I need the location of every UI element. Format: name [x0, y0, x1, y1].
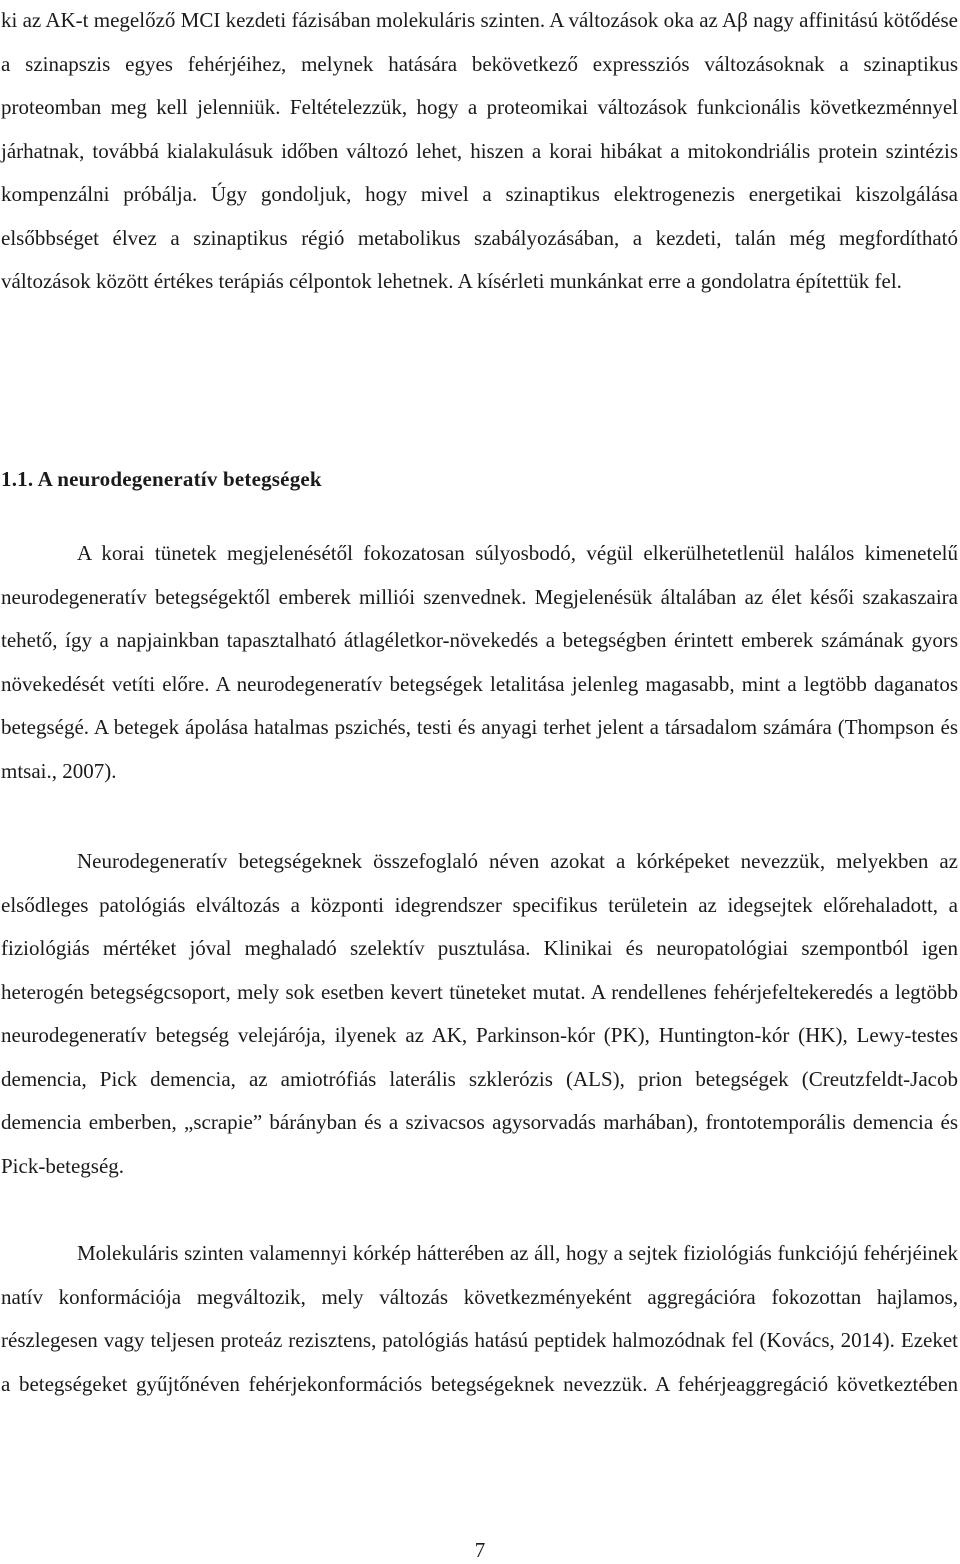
page-number: 7 — [474, 1538, 486, 1562]
section-heading: 1.1. A neurodegeneratív betegségek — [1, 467, 322, 491]
intro-paragraph: ki az AK-t megelőző MCI kezdeti fázisában molekuláris szinten. A változások oka az Aβ nagy affinitású kötődése a szinapszis egyes fehérjéihez, melynek hatására bekövetkező expressziós változásoknak a szinaptikus proteomban meg kell jelenniük. Feltételezzük, hogy a proteomikai változások funkcionális következménnyel járhatnak, továbbá kialakulásuk időben változó lehet, hiszen a korai hibákat a mitokondriális protein szintézis kompenzálni próbálja. Úgy gondoljuk, hogy mivel a szinaptikus elektrogenezis energetikai kiszolgálása elsőbbséget élvez a szinaptikus régió metabolikus szabályozásában, a kezdeti, talán még megfordítható változások között értékes terápiás célpontok lehetnek. A kísérleti munkánkat erre a gondolatra építettük fel. — [1, 8, 958, 293]
paragraph-molecular: Molekuláris szinten valamennyi kórkép hátterében az áll, hogy a sejtek fiziológiás funkciójú fehérjéinek natív konformációja megváltozik, mely változás következményeként aggregációra fokozottan hajlamos, részlegesen vagy teljesen proteáz rezisztens, patológiás hatású peptidek halmozódnak fel (Kovács, 2014). Ezeket a betegségeket gyűjtőnéven fehérjekonformációs betegségeknek nevezzük. A fehérjeaggregáció következtében — [1, 1241, 958, 1396]
paragraph-definition: Neurodegeneratív betegségeknek összefoglaló néven azokat a kórképeket nevezzük, melyekben az elsődleges patológiás elváltozás a központi idegrendszer specifikus területein az idegsejtek előrehaladott, a fiziológiás mértéket jóval meghaladó szelektív pusztulása. Klinikai és neuropatológiai szempontból igen heterogén betegségcsoport, mely sok esetben kevert tüneteket mutat. A rendellenes fehérjefeltekeredés a legtöbb neurodegeneratív betegség velejárója, ilyenek az AK, Parkinson-kór (PK), Huntington-kór (HK), Lewy-testes demencia, Pick demencia, az amiotrófiás laterális szklerózis (ALS), prion betegségek (Creutzfeldt-Jacob demencia emberben, „scrapie” bárányban és a szivacsos agysorvadás marhában), frontotemporális demencia és Pick-betegség. — [1, 849, 958, 1178]
paragraph-neurodegenerative-intro: A korai tünetek megjelenésétől fokozatosan súlyosbodó, végül elkerülhetetlenül halálos kimenetelű neurodegeneratív betegségektől emberek milliói szenvednek. Megjelenésük általában az élet késői szakaszaira tehető, így a napjainkban tapasztalható átlagéletkor-növekedés a betegségben érintett emberek számának gyors növekedését vetíti előre. A neurodegeneratív betegségek letalitása jelenleg magasabb, mint a legtöbb daganatos betegségé. A betegek ápolása hatalmas pszichés, testi és anyagi terhet jelent a társadalom számára (Thompson és mtsai., 2007). — [1, 541, 958, 783]
